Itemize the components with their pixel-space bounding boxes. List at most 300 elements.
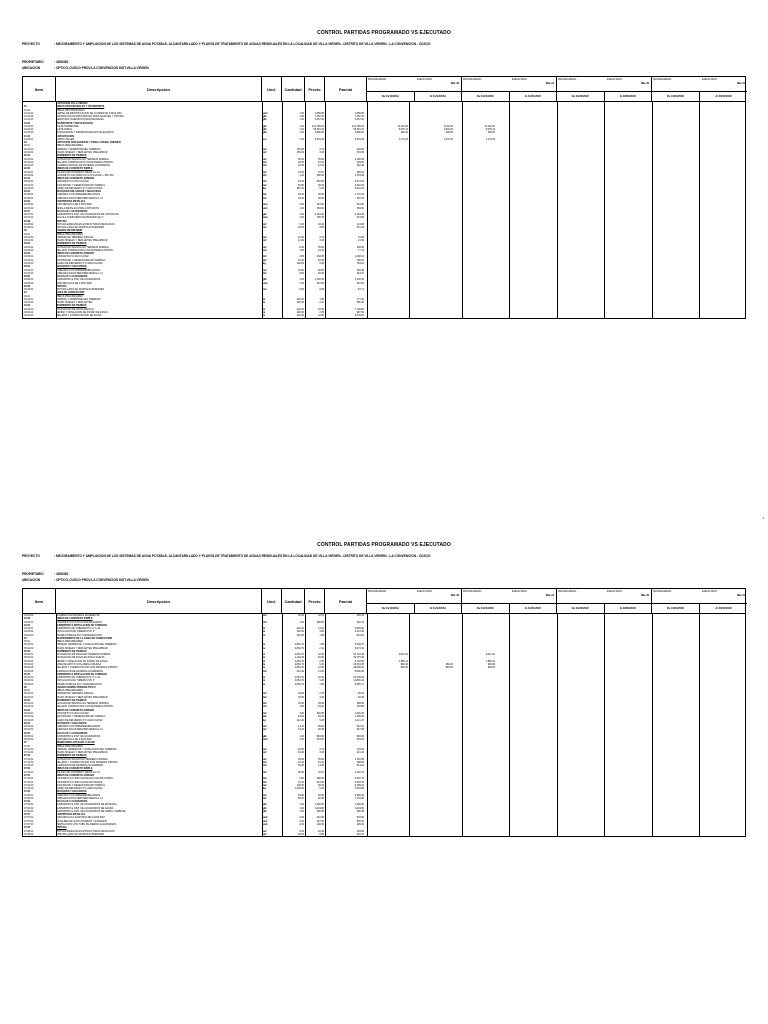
item-code: 06.03.03 xyxy=(24,718,34,722)
item-price: 12.80 xyxy=(318,666,324,670)
item-description: FLETE TERRESTRE xyxy=(56,124,79,128)
project-value: : MEJORAMIENTO Y AMPLIACION DE LOS SISTEMAS DE AGUA POTABLE, ALCANTARILLADO Y PLANTA DE TRATAMIENTO DE AGUAS RESIDUALES EN LA LOCALIDAD DE VILLA VIRGEN - DISTRITO DE VILLA VIRGEN - LA CONVENCION - CUSCO xyxy=(54,554,431,558)
item-price: 31.67 xyxy=(318,170,324,174)
item-description: INSTALACION DE TUBERIA PVC 2" xyxy=(56,630,96,634)
item-unit: m2 xyxy=(263,695,267,699)
item-code: 05.02.01 xyxy=(24,653,34,657)
item-description: CONCRETO FC=210 KG/CM2 xyxy=(56,180,89,184)
item-price: 14.25 xyxy=(318,627,324,631)
item-partial: 8,696.08 xyxy=(354,669,364,673)
item-price: 412.60 xyxy=(316,819,324,823)
period-1-executed-value: 3,000.00 xyxy=(443,124,453,128)
item-price: 385.60 xyxy=(316,620,324,624)
item-code: 02.03.01 xyxy=(24,170,34,174)
item-description: REVOQUES Y ENLUCIDOS xyxy=(56,721,87,725)
item-code: 01.03.01 xyxy=(24,137,34,141)
item-price: 24.10 xyxy=(318,760,324,764)
item-quantity: 24.50 xyxy=(298,226,304,230)
item-unit: m3 xyxy=(263,711,267,715)
item-partial: 373.50 xyxy=(356,216,364,220)
item-partial: 418.50 xyxy=(356,147,364,151)
item-unit: glb xyxy=(263,734,267,738)
header-unit: Und. xyxy=(262,589,282,613)
item-unit: m2 xyxy=(263,725,267,729)
item-code: 07 xyxy=(24,741,27,745)
item-unit: kg xyxy=(263,186,266,190)
item-partial: 697.03 xyxy=(356,196,364,200)
item-price: 261.50 xyxy=(316,281,324,285)
item-unit: m2 xyxy=(263,829,267,833)
item-quantity: 36.00 xyxy=(298,157,304,161)
period-2-from: De 01/01/2020 xyxy=(476,607,494,610)
item-partial: 5,376.00 xyxy=(354,314,364,318)
item-description: ELIMINACION DE MATERIAL EXCEDENTE xyxy=(56,764,104,768)
item-quantity: 1.00 xyxy=(299,213,304,217)
item-unit: kg xyxy=(263,262,266,266)
item-code: 07.01.02 xyxy=(24,751,34,755)
item-code: 04.02.02 xyxy=(24,311,34,314)
item-description: SERVICIOS HIGIENICOS PROVISIONALES xyxy=(56,118,104,122)
item-code: 03.04.01 xyxy=(24,268,34,272)
item-partial: 7,728.00 xyxy=(354,307,364,311)
item-unit: m2 xyxy=(263,226,267,230)
period-3-programmed-label: PROGRAMADO xyxy=(558,590,577,593)
period-3-to: Al 29/02/2020 xyxy=(604,604,652,613)
item-code: 07.08.02 xyxy=(24,832,34,836)
item-description: ACERO DE REFUERZO FY=4200 KG/CM2 xyxy=(56,718,103,722)
item-price: 35.82 xyxy=(318,757,324,761)
item-partial: 512.64 xyxy=(356,725,364,729)
item-quantity: 2,864.70 xyxy=(294,682,304,686)
item-quantity: 2.00 xyxy=(299,819,304,823)
item-description: CONCRETO FC=280 KG/CM2 EN LOSA DE FONDO xyxy=(56,777,113,781)
period-1-executed-value xyxy=(409,833,453,836)
item-partial: 3,964.18 xyxy=(354,137,364,141)
item-quantity: 1.00 xyxy=(299,124,304,128)
item-partial: 347.09 xyxy=(356,728,364,732)
item-unit: m xyxy=(263,656,266,660)
item-partial: 1,140.12 xyxy=(354,770,364,774)
item-description: SOLADO DE CONCRETO MEZCLA 1:12 xyxy=(56,170,100,174)
item-code: 07.02.01 xyxy=(24,757,34,761)
item-code: 04.02.04 xyxy=(24,614,34,617)
item-partial: 819.00 xyxy=(356,633,364,637)
item-description: SUMINISTRO E INST. DE ACCESORIOS DE SALIDA xyxy=(56,806,114,810)
table-row xyxy=(23,833,745,836)
item-description: SOLADO DE CONCRETO MEZCLA 1:12 xyxy=(56,770,100,774)
item-description: CAMA DE APOYO CON ARENA GRUESA xyxy=(56,662,102,666)
period-2-programmed-label: PROGRAMADO xyxy=(463,78,482,81)
item-unit: est xyxy=(263,137,267,141)
period-4-to: Al 30/03/2020 xyxy=(699,604,747,613)
item-description: PRUEBA HIDRAULICA Y DESINFECCION xyxy=(56,682,102,686)
item-price: 3.46 xyxy=(319,239,324,243)
item-partial: 41.52 xyxy=(358,239,364,243)
item-partial: 462.72 xyxy=(356,620,364,624)
period-1 xyxy=(367,77,462,101)
item-code: 02.07.02 xyxy=(24,216,34,220)
item-description: RELLENO Y COMPACTACION CON MATERIAL PROPIO xyxy=(56,760,118,764)
item-price: 1.95 xyxy=(319,633,324,637)
item-code: 03.03.02 xyxy=(24,258,34,262)
item-description: MOVILIZACION Y DESMOVILIZACION DE EQUIPOS xyxy=(56,131,114,135)
project-line xyxy=(22,554,430,558)
item-description: REVOQUES Y ENLUCIDOS xyxy=(56,265,87,269)
period-1-month: Mar-18 xyxy=(450,594,459,597)
item-description: RELLENO COMPACTADO CON MATERIAL PROPIO xyxy=(56,160,113,164)
period-2-month: Mar-19 xyxy=(545,594,554,597)
item-unit: glb xyxy=(263,118,267,122)
item-quantity: 18.00 xyxy=(298,695,304,699)
period-2-programmed-value: 1,179.64 xyxy=(485,137,495,141)
item-code: 04.03.01 xyxy=(24,620,34,624)
period-1-programmed-value: 1,850.11 xyxy=(398,659,408,663)
item-description: LIMPIEZA, DESBROCE Y NIVELACION DEL TERRENO xyxy=(56,643,117,647)
item-code: 02.08 xyxy=(24,219,30,223)
item-partial: 1,289.52 xyxy=(354,157,364,161)
item-code: 06.03.01 xyxy=(24,711,34,715)
item-unit: m3 xyxy=(263,669,267,673)
item-partial: 261.50 xyxy=(356,281,364,285)
item-code: 02.02.02 xyxy=(24,160,34,164)
item-description: REJILLA METALICA PARA CAPTACION xyxy=(56,206,99,210)
item-partial: 7,533.50 xyxy=(354,787,364,791)
item-quantity: 2,864.70 xyxy=(294,662,304,666)
item-description: TAPA METALICA SANITARIA DE 0.60X0.60M xyxy=(56,816,105,820)
item-code: 05.03.02 xyxy=(24,679,34,683)
item-description: PINTURA xyxy=(56,284,67,288)
item-quantity: 24.50 xyxy=(298,196,304,200)
item-unit: glb xyxy=(263,124,267,128)
period-4-programmed-label: PROGRAMADO xyxy=(653,590,672,593)
item-description: CONCRETO FC=210 KG/CM2 xyxy=(56,255,89,259)
item-quantity: 48.60 xyxy=(298,757,304,761)
item-partial: 825.20 xyxy=(356,819,364,823)
item-price: 35.60 xyxy=(318,268,324,272)
item-partial: 154.56 xyxy=(356,829,364,833)
item-unit: m xyxy=(263,666,266,670)
item-price: 14.20 xyxy=(318,669,324,673)
item-description: SUMINISTRO E INST. DE ACCESORIOS DE LIMPIA Y REBOSE xyxy=(56,809,126,813)
item-code: 01.01.01 xyxy=(24,111,34,115)
item-unit: m xyxy=(263,653,266,657)
item-price: 3,257.00 xyxy=(314,118,324,122)
item-price: 3,964.18 xyxy=(314,137,324,141)
item-unit: und xyxy=(263,216,268,220)
item-code: 03.05 xyxy=(24,275,30,279)
item-description: VENTILACION CON TUBO DE FIERRO GALVANIZADO xyxy=(56,823,117,826)
item-unit: kg xyxy=(263,787,266,791)
item-quantity: 2,864.70 xyxy=(294,646,304,650)
item-description: SUMINISTRO DE TUBERIA PVC 2" C-10 xyxy=(56,627,101,631)
item-price: 35.60 xyxy=(318,725,324,729)
item-price: 3.46 xyxy=(319,751,324,755)
item-description: RESERVORIO APOYADO V=30 M3 xyxy=(56,741,95,745)
item-code: 02.08.01 xyxy=(24,222,34,226)
item-unit: glb xyxy=(263,131,267,135)
item-partial: 1,763.90 xyxy=(354,796,364,800)
item-partial: 2,016.00 xyxy=(354,630,364,634)
item-code: 07.06.01 xyxy=(24,803,34,807)
item-quantity: 1.00 xyxy=(299,278,304,282)
item-unit: und xyxy=(263,206,268,210)
item-quantity: 10.80 xyxy=(298,268,304,272)
item-unit: m2 xyxy=(263,728,267,732)
item-code: 06.04.02 xyxy=(24,728,34,732)
item-description: VALVULAS Y ACCESORIOS xyxy=(56,209,88,213)
period-2-programmed-value: 10,120.00 xyxy=(484,124,495,128)
item-unit: m2 xyxy=(263,796,267,800)
item-unit: m2 xyxy=(263,271,267,275)
item-description: TRAZO NIVELES Y REPLANTEO PRELIMINAR xyxy=(56,695,108,699)
item-description: CONSTRUCCION PROVISIONAL PARA ALMACEN Y OFICINA xyxy=(56,115,124,119)
item-unit: m3 xyxy=(263,705,267,709)
item-code: 06.03 xyxy=(24,708,30,712)
item-code: 06.02.01 xyxy=(24,702,34,706)
item-description: REFINE Y NIVELACION DE FONDO DE ZANJA xyxy=(56,659,108,663)
item-partial: 1,253.28 xyxy=(354,173,364,177)
item-description: MOVIMIENTO DE TIERRAS xyxy=(56,649,87,653)
item-price: 2.79 xyxy=(319,692,324,696)
project-line xyxy=(22,42,430,46)
item-code: 07.07 xyxy=(24,813,30,817)
item-code: 03.01.02 xyxy=(24,239,34,243)
item-code: 02.01 xyxy=(24,144,30,148)
item-price: 28.45 xyxy=(318,271,324,275)
item-quantity: 84.00 xyxy=(298,793,304,797)
item-description: ENCOFRADO Y DESENCOFRADO NORMAL xyxy=(56,715,106,719)
item-description: CARTEL DE IDENTIFICACION DE LA OBRA DE 3.60X2.40M xyxy=(56,111,122,115)
item-partial: 64,169.28 xyxy=(353,676,364,680)
item-description: TARRAJEO CON IMPERMEABILIZANTE xyxy=(56,268,101,272)
item-quantity: 24.00 xyxy=(298,715,304,719)
item-partial: 296.60 xyxy=(356,823,364,826)
item-unit: glb xyxy=(263,806,267,810)
item-partial: 298.84 xyxy=(356,760,364,764)
item-code: 02.03 xyxy=(24,167,30,171)
owner-line xyxy=(22,60,68,64)
item-description: PINTURA xyxy=(56,826,67,830)
period-1-programmed-value: 960.00 xyxy=(400,666,408,670)
item-quantity: 36.00 xyxy=(298,770,304,774)
item-code: 04.04 xyxy=(24,623,30,627)
item-description: VALVULAS Y ACCESORIOS xyxy=(56,731,88,735)
item-price: 22.40 xyxy=(318,676,324,680)
period-1-programmed-value xyxy=(368,314,408,317)
item-quantity: 62.00 xyxy=(298,796,304,800)
item-quantity: 4.60 xyxy=(299,705,304,709)
item-partial: 77.12 xyxy=(358,248,364,252)
item-partial: 244.67 xyxy=(356,271,364,275)
item-quantity: 6.80 xyxy=(299,777,304,781)
item-partial: 33.48 xyxy=(358,235,364,239)
item-price: 26.80 xyxy=(318,656,324,660)
item-partial: 2,980.00 xyxy=(354,131,364,135)
item-code: 07.05.02 xyxy=(24,796,34,800)
item-code: 06.02.02 xyxy=(24,705,34,709)
item-price: 14.20 xyxy=(318,764,324,768)
period-3-programmed-label: PROGRAMADO xyxy=(558,78,577,81)
header-description: Descripción xyxy=(56,77,262,101)
period-2 xyxy=(462,77,557,101)
header-description: Descripción xyxy=(56,589,262,613)
item-quantity: 10.80 xyxy=(298,702,304,706)
item-unit: m2 xyxy=(263,235,267,239)
item-unit: m2 xyxy=(263,150,267,154)
item-price: 1.85 xyxy=(319,643,324,647)
period-1-programmed-label: PROGRAMADO xyxy=(368,590,387,593)
item-quantity: 148.60 xyxy=(296,262,304,266)
item-description: OBRAS DE CONCRETO ARMADO xyxy=(56,252,95,256)
item-price: 12.51 xyxy=(318,614,324,617)
item-code: 07.05 xyxy=(24,790,30,794)
item-quantity: 48.20 xyxy=(298,193,304,197)
item-price: 986.40 xyxy=(316,809,324,813)
item-price: 261.50 xyxy=(316,816,324,820)
item-description: TAPA METALICA DE 0.60X0.60M xyxy=(56,203,92,207)
item-code: 02.02.03 xyxy=(24,164,34,168)
item-code: 05.02.04 xyxy=(24,662,34,666)
item-unit: m xyxy=(263,682,266,686)
item-price: 984.60 xyxy=(316,734,324,738)
item-unit: m2 xyxy=(263,239,267,243)
owner-label: PROPIETARIO xyxy=(22,60,44,64)
item-quantity: 2,864.70 xyxy=(294,676,304,680)
item-code: 02.01.02 xyxy=(24,150,34,154)
period-2-programmed-value: 960.00 xyxy=(487,662,495,666)
item-unit: m3 xyxy=(263,760,267,764)
item-code: 07.03 xyxy=(24,767,30,771)
item-unit: glb xyxy=(263,213,267,217)
item-code: 07.08.01 xyxy=(24,829,34,833)
item-code: 06.02 xyxy=(24,698,30,702)
item-unit: m xyxy=(263,307,266,311)
item-unit: glb xyxy=(263,115,267,119)
header-price: Precio xyxy=(305,77,325,101)
item-description: ENCOFRADO Y DESENCOFRADO NORMAL xyxy=(56,783,106,787)
item-code: 06.05.02 xyxy=(24,738,34,742)
item-code: 05.03.03 xyxy=(24,682,34,686)
project-label: PROYECTO xyxy=(22,554,40,558)
period-1-from: De 01/12/2019 xyxy=(381,607,399,610)
period-1-executed-value: 960.00 xyxy=(445,662,453,666)
item-description: ESCALERA DE GATO INTERIOR Y EXTERIOR xyxy=(56,819,107,823)
item-code: 07.07.01 xyxy=(24,816,34,820)
item-quantity: 8.40 xyxy=(299,829,304,833)
report-page-2 xyxy=(0,542,768,1012)
item-code: 03.06 xyxy=(24,284,30,288)
item-partial: 3,387.76 xyxy=(354,777,364,781)
item-partial: 777.00 xyxy=(356,297,364,301)
item-description: CONCRETO FC=280 KG/CM2 EN MUROS xyxy=(56,780,103,784)
item-quantity: 150.00 xyxy=(296,150,304,154)
item-quantity: 22.50 xyxy=(298,164,304,168)
item-code: 06 xyxy=(24,685,27,689)
item-description: EXCAVACION DE ZANJA MANUAL xyxy=(56,307,95,311)
item-partial: 519.00 xyxy=(356,150,364,154)
item-unit: m xyxy=(263,627,266,631)
item-code: 02.01.01 xyxy=(24,147,34,151)
item-price: 48.33 xyxy=(318,183,324,187)
item-partial: 221.44 xyxy=(356,751,364,755)
item-description: OBRAS DE CONCRETO ARMADO xyxy=(56,774,95,778)
period-1-programmed-value: 298.00 xyxy=(400,131,408,135)
item-description: FLETE RURAL xyxy=(56,128,73,132)
item-code: 04.04.02 xyxy=(24,630,34,634)
item-quantity: 2,864.70 xyxy=(294,666,304,670)
item-price: 5.28 xyxy=(319,718,324,722)
item-partial: 1,630.30 xyxy=(354,711,364,715)
item-code: 07.04 xyxy=(24,774,30,778)
item-partial: 50.22 xyxy=(358,692,364,696)
item-price: 1,624.80 xyxy=(314,806,324,810)
item-partial: 52,710.48 xyxy=(353,653,364,657)
item-quantity: 12.20 xyxy=(298,728,304,732)
item-code: 03.03 xyxy=(24,252,30,256)
item-code: 01.02.01 xyxy=(24,124,34,128)
item-description: CARPINTERIA METALICA xyxy=(56,813,86,817)
item-code: 05.03.01 xyxy=(24,676,34,680)
item-price: 9.85 xyxy=(319,288,324,292)
period-1-programmed-value: 2,812.10 xyxy=(398,653,408,657)
period-3-month: Mar-20 xyxy=(640,594,649,597)
item-description: OBRAS PROVISIONALES xyxy=(56,108,85,112)
item-code: 05.02.03 xyxy=(24,659,34,663)
item-description: EXCAVACION DE ZANJA EN TERRENO NORMAL xyxy=(56,653,111,657)
item-code: 07.01 xyxy=(24,744,30,748)
item-code: 03.01 xyxy=(24,232,30,236)
item-code: 05.03 xyxy=(24,672,30,676)
item-unit: m3 xyxy=(263,245,267,249)
table-body xyxy=(23,614,745,836)
period-4-to: Al 30/03/2020 xyxy=(699,92,747,101)
period-2-programmed-value: 5,645.12 xyxy=(485,128,495,132)
item-price: 18.40 xyxy=(318,653,324,657)
item-partial: 6,974.04 xyxy=(354,180,364,184)
item-code: 04 xyxy=(24,291,27,295)
period-2-to: Al 31/01/2020 xyxy=(509,92,557,101)
period-4-month: Mar-21 xyxy=(736,82,745,85)
item-description: OBRAS DE CONCRETO ARMADO xyxy=(56,708,95,712)
item-description: CAPTACION VILLA VIRGEN xyxy=(56,102,88,105)
item-unit: m3 xyxy=(263,702,267,706)
item-code: 07.04.03 xyxy=(24,783,34,787)
item-quantity: 420.00 xyxy=(296,307,304,311)
item-unit: m2 xyxy=(263,170,267,174)
item-description: REVOQUES ENLUCIDOS Y MOLDURAS xyxy=(56,190,101,194)
item-price: 35.82 xyxy=(318,702,324,706)
item-code: 02.04.01 xyxy=(24,180,34,184)
item-partial: 5,299.70 xyxy=(354,643,364,647)
item-price: 384.00 xyxy=(316,206,324,210)
item-unit: m3 xyxy=(263,614,267,617)
item-code: 06.01 xyxy=(24,689,30,693)
item-code: 02.04.03 xyxy=(24,186,34,190)
item-quantity: 420.00 xyxy=(296,630,304,634)
item-unit: m2 xyxy=(263,183,267,187)
item-code: 02.07.01 xyxy=(24,213,34,217)
owner-line xyxy=(22,572,68,576)
item-quantity: 18.00 xyxy=(298,160,304,164)
item-description: PRUEBA HIDRAULICA Y DESINFECCION xyxy=(56,633,102,637)
item-quantity: 8.40 xyxy=(299,245,304,249)
item-description: CAMARA ROMPE PRESION TIPO 6 xyxy=(56,685,96,689)
item-code: 02.06.02 xyxy=(24,206,34,210)
item-description: CAPACITACION xyxy=(56,134,74,138)
item-partial: 5,586.17 xyxy=(354,682,364,686)
item-description: VALVULAS Y ACCESORIOS xyxy=(56,800,88,804)
period-4 xyxy=(652,589,747,613)
